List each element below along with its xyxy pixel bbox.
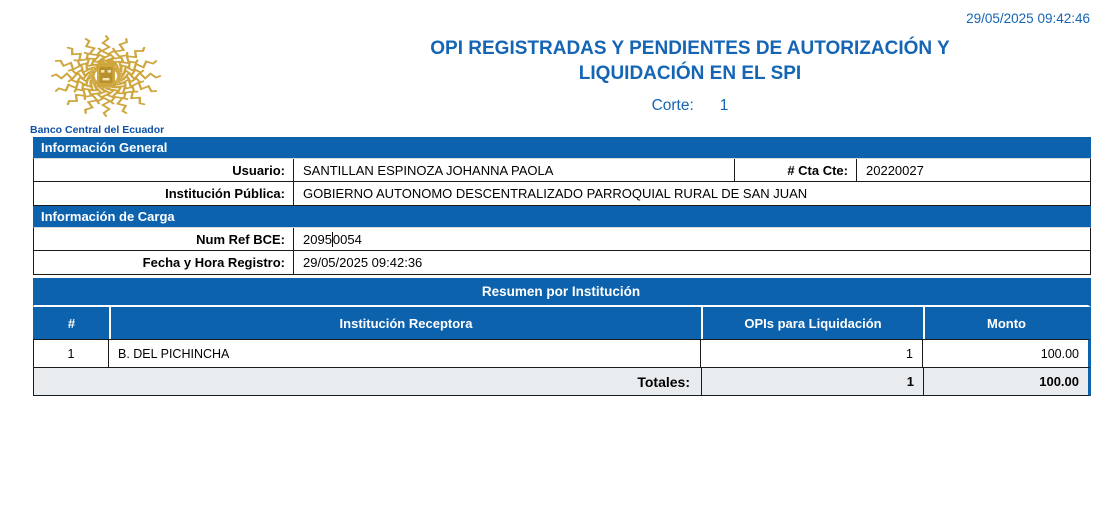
- totales-label: Totales:: [34, 368, 702, 395]
- institucion-publica-row: [33, 182, 1091, 206]
- cta-cte-value: 20220027: [866, 162, 924, 178]
- row-num: 1: [34, 340, 109, 367]
- cta-cte-label: # Cta Cte:: [735, 159, 857, 181]
- fecha-registro-label: Fecha y Hora Registro:: [34, 251, 294, 274]
- fecha-registro-row: [33, 251, 1091, 275]
- corte-value: 1: [719, 97, 729, 114]
- corte-row: [250, 97, 1118, 115]
- num-ref-right: 0054: [332, 231, 362, 247]
- summary-column-headers: [33, 307, 1091, 339]
- section-header-informacion-general: [33, 137, 1091, 158]
- section-header-resumen: [33, 278, 1091, 307]
- col-header-institucion-receptora: Institución Receptora: [109, 307, 701, 339]
- col-header-opis-liquidacion: OPIs para Liquidación: [701, 307, 923, 339]
- col-header-num: #: [67, 315, 76, 331]
- row-institucion: B. DEL PICHINCHA: [109, 340, 701, 367]
- totales-opis: 1: [702, 368, 924, 395]
- report-timestamp: 29/05/2025 09:42:46: [966, 11, 1090, 26]
- report-title-line2: LIQUIDACIÓN EN EL SPI: [578, 63, 802, 84]
- report-title-line1: OPI REGISTRADAS Y PENDIENTES DE AUTORIZACIÓN Y: [430, 38, 950, 59]
- totals-row: [33, 368, 1091, 396]
- institucion-publica-label: Institución Pública:: [34, 182, 294, 205]
- usuario-row: [33, 158, 1091, 182]
- section-header-informacion-carga: [33, 206, 1091, 227]
- usuario-value: SANTILLAN ESPINOZA JOHANNA PAOLA: [294, 159, 735, 181]
- section-title: Información General: [41, 140, 168, 155]
- bce-logo: [30, 26, 190, 136]
- fecha-registro-value: 29/05/2025 09:42:36: [303, 255, 423, 270]
- totales-monto: 100.00: [1039, 374, 1079, 389]
- num-ref-left: 2095: [303, 231, 332, 247]
- brand-name: Banco Central del Ecuador: [30, 124, 165, 136]
- row-opis: 1: [701, 340, 923, 367]
- row-monto: 100.00: [1040, 346, 1079, 361]
- num-ref-bce-label: Num Ref BCE:: [34, 228, 294, 250]
- corte-label: Corte:: [651, 97, 694, 114]
- col-header-monto: Monto: [923, 307, 1088, 339]
- golden-sun-icon: [42, 26, 170, 122]
- summary-data-row: [33, 339, 1091, 368]
- section-title: Información de Carga: [41, 209, 175, 224]
- usuario-label: Usuario:: [34, 159, 294, 181]
- num-ref-bce-field[interactable]: [294, 228, 1090, 250]
- report-title-block: [250, 36, 1118, 115]
- institucion-publica-value: GOBIERNO AUTONOMO DESCENTRALIZADO PARROQUIAL RURAL DE SAN JUAN: [303, 186, 808, 201]
- num-ref-bce-row: [33, 227, 1091, 251]
- section-title: Resumen por Institución: [481, 284, 641, 299]
- report-table: [33, 137, 1091, 396]
